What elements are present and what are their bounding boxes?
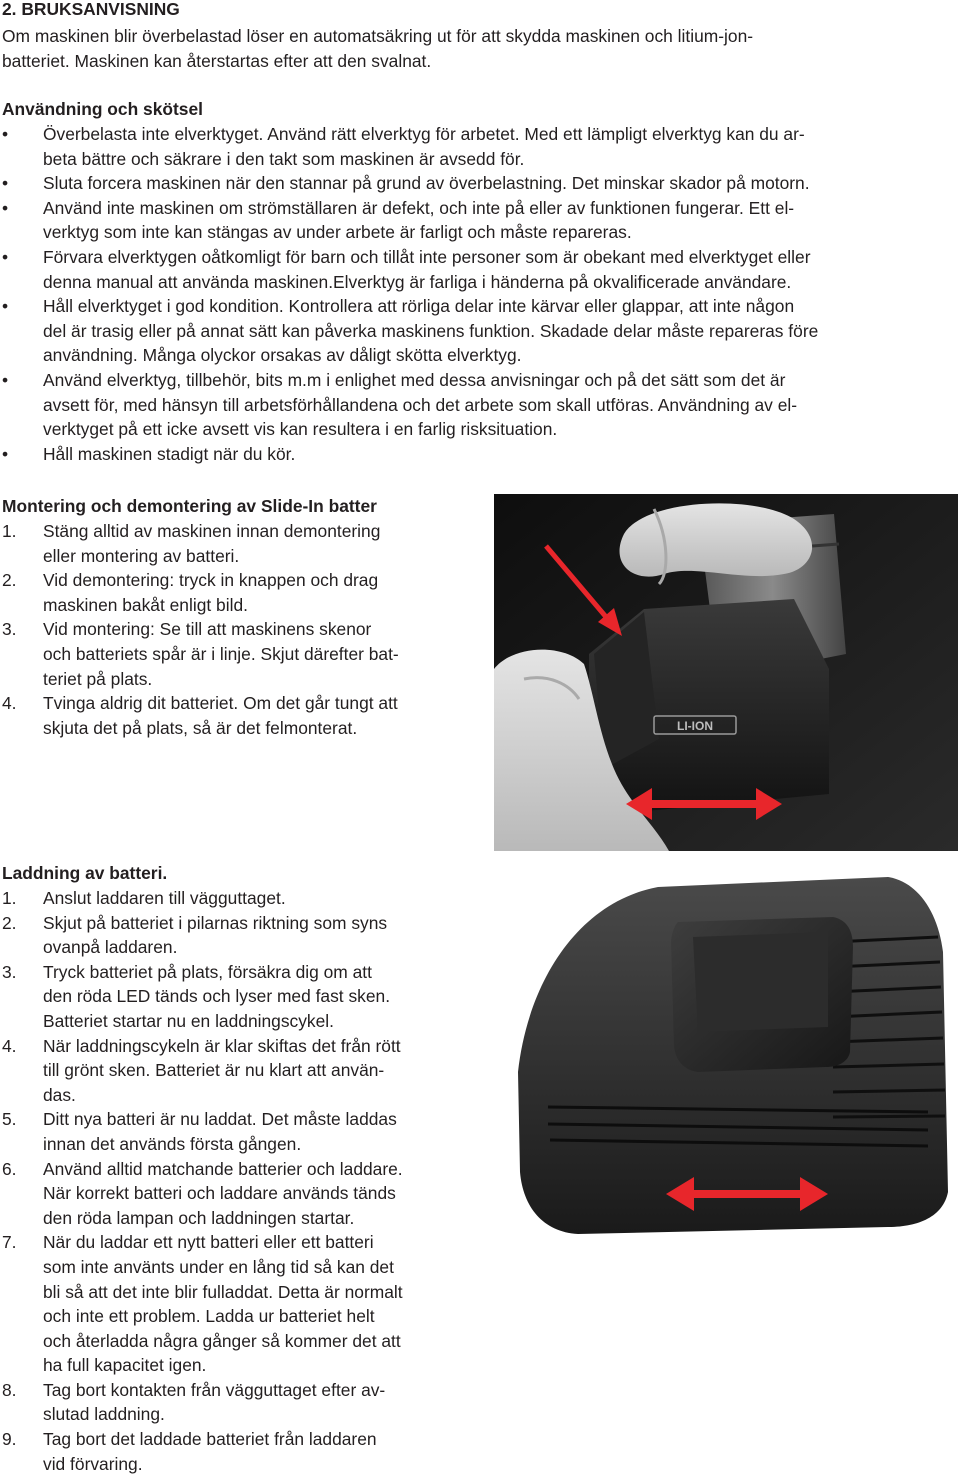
charging-step-line: innan det används första gången. bbox=[43, 1133, 302, 1154]
usage-item bbox=[2, 368, 952, 442]
charging-step-number: 9. bbox=[2, 1429, 17, 1450]
charging-step-line: den röda LED tänds och lyser med fast sken. bbox=[43, 986, 391, 1007]
usage-item bbox=[2, 294, 952, 368]
charging-step-line: och inte ett problem. Ladda ur batteriet helt bbox=[43, 1306, 375, 1327]
charger-photo bbox=[488, 862, 958, 1244]
usage-item-line: Använd elverktyg, tillbehör, bits m.m i enlighet med dessa anvisningar och på det sätt som det är bbox=[43, 369, 786, 390]
mounting-step-line: och batteriets spår är i linje. Skjut därefter bat- bbox=[43, 643, 399, 664]
charging-step bbox=[2, 1230, 472, 1378]
mounting-steps-list bbox=[2, 519, 472, 740]
bullet-marker: • bbox=[2, 197, 9, 218]
usage-item-line: Använd inte maskinen om strömställaren är defekt, och inte på eller av funktionen fungerar. Ett el- bbox=[43, 197, 795, 218]
charging-step-number: 8. bbox=[2, 1379, 17, 1400]
bullet-marker: • bbox=[2, 296, 9, 317]
bullet-marker: • bbox=[2, 369, 9, 390]
usage-item bbox=[2, 442, 952, 467]
charging-step-number: 1. bbox=[2, 888, 17, 908]
charging-step-line: bli så att det inte blir fulladdat. Detta är normalt bbox=[43, 1281, 403, 1302]
usage-item-line: Håll elverktyget i god kondition. Kontrollera att rörliga delar inte kärvar eller glappar, att inte någon bbox=[43, 296, 795, 317]
mounting-step-line: eller montering av batteri. bbox=[43, 545, 240, 566]
bullet-marker: • bbox=[2, 173, 9, 194]
charging-step-line: Skjut på batteriet i pilarnas riktning som syns bbox=[43, 912, 388, 933]
charging-step-line: den röda lampan och laddningen startar. bbox=[43, 1207, 355, 1228]
usage-item-line: Håll maskinen stadigt när du kör. bbox=[43, 443, 296, 464]
intro-line-2: batteriet. Maskinen kan återstartas efter att den svalnat. bbox=[2, 51, 432, 71]
charging-step-line: Tag bort kontakten från vägguttaget efter av- bbox=[43, 1379, 386, 1400]
usage-heading: Användning och skötsel bbox=[2, 99, 203, 119]
usage-item-line: verktyg som inte kan stängas av under arbete är farligt och måste repareras. bbox=[43, 222, 632, 243]
charging-step bbox=[2, 960, 472, 1034]
mounting-step-line: skjuta det på plats, så är det felmonterat. bbox=[43, 717, 358, 738]
usage-item-line: denna manual att använda maskinen.Elverktyg är farliga i händerna på okvalificerade användare. bbox=[43, 271, 792, 292]
section-heading: 2. BRUKSANVISNING bbox=[2, 0, 180, 19]
charging-step-line: till grönt sken. Batteriet är nu klart att använ- bbox=[43, 1060, 385, 1081]
charging-step-line: vid förvaring. bbox=[43, 1453, 143, 1474]
charging-heading: Laddning av batteri. bbox=[2, 863, 168, 883]
charging-step-line: När korrekt batteri och laddare används tänds bbox=[43, 1183, 396, 1204]
charging-step-line: När du laddar ett nytt batteri eller ett batteri bbox=[43, 1232, 374, 1253]
charging-step-line: Ditt nya batteri är nu laddat. Det måste laddas bbox=[43, 1109, 397, 1130]
usage-item bbox=[2, 245, 952, 294]
mounting-step-number: 3. bbox=[2, 619, 17, 640]
usage-bullet-list bbox=[2, 122, 952, 466]
usage-item-line: avsett för, med hänsyn till arbetsförhållandena och det arbete som skall utföras. Användning av el- bbox=[43, 394, 798, 415]
charging-step-number: 4. bbox=[2, 1035, 17, 1056]
charging-step bbox=[2, 911, 472, 960]
charging-step-number: 5. bbox=[2, 1109, 17, 1130]
charging-step-number: 6. bbox=[2, 1158, 17, 1179]
usage-item-line: Sluta forcera maskinen när den stannar på grund av överbelastning. Det minskar skador på motorn. bbox=[43, 173, 810, 194]
charger-illustration bbox=[488, 862, 958, 1244]
mounting-step bbox=[2, 691, 472, 740]
mounting-step-line: Vid demontering: tryck in knappen och drag bbox=[43, 570, 379, 591]
mounting-step-number: 1. bbox=[2, 521, 17, 541]
usage-item-line: Förvara elverktygen oåtkomligt för barn och tillåt inte personer som är obekant med elverktyget eller bbox=[43, 246, 811, 267]
charging-step-line: ha full kapacitet igen. bbox=[43, 1355, 207, 1376]
usage-item-line: Överbelasta inte elverktyget. Använd rätt elverktyg för arbetet. Med ett lämpligt elverktyg kan du ar- bbox=[43, 124, 805, 144]
bullet-marker: • bbox=[2, 246, 9, 267]
charging-step-number: 2. bbox=[2, 912, 17, 933]
battery-removal-illustration bbox=[494, 494, 958, 851]
mounting-step bbox=[2, 519, 472, 568]
charging-step-line: När laddningscykeln är klar skiftas det från rött bbox=[43, 1035, 401, 1056]
intro-line-1: Om maskinen blir överbelastad löser en automatsäkring ut för att skydda maskinen och litium-jon- bbox=[2, 26, 754, 46]
charging-step bbox=[2, 1034, 472, 1108]
battery-removal-photo bbox=[494, 494, 958, 851]
charging-step-line: Batteriet startar nu en laddningscykel. bbox=[43, 1010, 334, 1031]
mounting-step-line: teriet på plats. bbox=[43, 668, 153, 689]
charging-step-line: Anslut laddaren till vägguttaget. bbox=[43, 888, 286, 908]
charging-step-line: Tryck batteriet på plats, försäkra dig om att bbox=[43, 961, 372, 982]
li-ion-logo-text: LI-ION bbox=[677, 719, 713, 733]
usage-item-line: användning. Många olyckor orsakas av dåligt skötta elverktyg. bbox=[43, 345, 522, 366]
mounting-heading: Montering och demontering av Slide-In batter bbox=[2, 496, 377, 516]
bullet-marker: • bbox=[2, 124, 9, 144]
mounting-step-number: 4. bbox=[2, 693, 17, 714]
usage-item-line: verktyget på ett icke avsett vis kan resultera i en farlig risksituation. bbox=[43, 419, 558, 440]
usage-item-line: beta bättre och säkrare i den takt som maskinen är avsedd för. bbox=[43, 148, 525, 169]
mounting-step bbox=[2, 568, 472, 617]
charging-step-number: 7. bbox=[2, 1232, 17, 1253]
charging-step-line: slutad laddning. bbox=[43, 1404, 165, 1425]
charging-step bbox=[2, 1427, 472, 1476]
usage-item-line: del är trasig eller på annat sätt kan påverka maskinens funktion. Skadade delar måste repareras före bbox=[43, 320, 819, 341]
mounting-step-line: Vid montering: Se till att maskinens skenor bbox=[43, 619, 372, 640]
mounting-step-line: Tvinga aldrig dit batteriet. Om det går tungt att bbox=[43, 693, 398, 714]
charging-step-line: das. bbox=[43, 1084, 76, 1105]
charging-step-line: Använd alltid matchande batterier och laddare. bbox=[43, 1158, 403, 1179]
charging-step-line: Tag bort det laddade batteriet från laddaren bbox=[43, 1429, 377, 1450]
bullet-marker: • bbox=[2, 443, 9, 464]
charging-step-number: 3. bbox=[2, 961, 17, 982]
mounting-step-number: 2. bbox=[2, 570, 17, 591]
charging-step bbox=[2, 1378, 472, 1427]
mounting-step-line: Stäng alltid av maskinen innan demontering bbox=[43, 521, 381, 541]
mounting-step-line: maskinen bakåt enligt bild. bbox=[43, 594, 248, 615]
usage-item bbox=[2, 196, 952, 245]
usage-item bbox=[2, 122, 952, 171]
charging-step bbox=[2, 1107, 472, 1156]
charging-steps-list bbox=[2, 886, 472, 1476]
charging-step-line: och återladda några gånger så kommer det att bbox=[43, 1330, 401, 1351]
charging-step-line: som inte använts under en lång tid så kan det bbox=[43, 1256, 394, 1277]
charging-step bbox=[2, 886, 472, 911]
mounting-step bbox=[2, 617, 472, 691]
charging-step-line: ovanpå laddaren. bbox=[43, 937, 178, 958]
usage-item bbox=[2, 171, 952, 196]
charging-step bbox=[2, 1157, 472, 1231]
